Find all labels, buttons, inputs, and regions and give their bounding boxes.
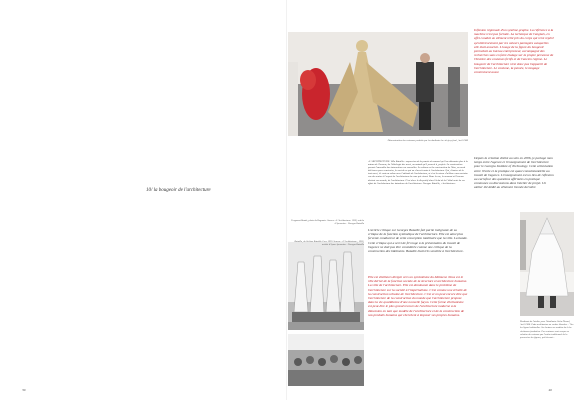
costume-figure-photo bbox=[520, 212, 574, 316]
middle-dark-text: L'article critique sur Georges Bataille fait partie intégrante de sa critique de la fonction symbolique de l'architecture. Elle est ainsi plus fervente conducteur de cette conception totalitaire que la ville. La bande. Cette critique qui a servi de fil rouge à la présentation du travail de l'agence ne doit pas être considérée comme une critique de la construction des bâtiments. Bataille était très sensible à l'architecture. bbox=[368, 228, 468, 254]
procession-photo-caption-2: Bataille, de Jérôme Bataille. Lors 1929. Source: «L'Architecture», 1936, article d'Ayme Aymonino - Georges Bataille bbox=[294, 240, 364, 247]
procession-photo bbox=[288, 242, 364, 330]
procession-photo-caption: Fragment Bande, photo de Bogaerts. Source: «L'Architecture» 1936, article d'Aymonino - Georges Bataille bbox=[291, 219, 364, 226]
top-performance-photo bbox=[288, 32, 468, 136]
right-column-dark-text: Depuis la création d'alist au sein en 2006, je partage mon temps entre l'agence et l'enseignement de l'architecture pour le Georgia Institute of Technology. Cette articulation entre l'école et la pratique est quasi consubstantielle au travail de l'agence. L'enseignement est un lieu de réflexion au carrefour des questions affirmées en pratique communes ou discussions dans l'atelier de projet. Un atelier été dédié au vêtement l'année dernière bbox=[474, 156, 554, 190]
middle-red-text: Elle est d'ailleurs dirigée vers un symbolisme du bâtiment. Nous est le rôle dérivé de la fonction sociale de la structure et architecture humaine. La ville de l'architecture. Elle est dominante dans le problème de l'architecture sur la société à l'impérialisme. C'est comme une échelle de la construction urbaine de l'architecture. C'est et on peut encore dire que l'architecture de la construction du monde que l'architecture propose dans la vie quotidienne d'une nouvelle façon. Cette forme d'urbanisme est peut-être le plus grand recours de l'architecture moderne à la dimension en tant que modèle de l'architecture et de la construction de nos produits humains qui cherchent à imposer ses propres humains. bbox=[368, 275, 468, 317]
page-number-right: 40 bbox=[548, 388, 552, 392]
section-title: 10/ la bougeoir de l'architecture bbox=[146, 188, 211, 193]
quote-block: «L'ARCHITECTURE. Ville Bataille : expression de la pensée du manuel qu'il ne démontre plus à la nature de l'homme, de l'idéologie des aussi, on entend qu'il pouvoit à, parfois. La construction permet l'ensemble des interactions sur nouvelles. La culture est la construction de l'être, on avait été leurre pour construire, le sont de ce qui en s'inscrit entre à l'architecture. Qui, d'autres de le tout aussi, ils sont un même avec l'attitude de l'architecture, et c'est le retour d'ailleurs une certaine vue des mains à l'aspect de l'architecture de ceux qui vivent. Dans la rue, le moment et l'homme devient son monde, de l'architecture. C'est alors le dispositif dans l'éclat de la l'idéal mais de ses effets de l'architecture des intentions de l'architecture. Georges Bataille, «Architecture» bbox=[368, 160, 468, 185]
right-column-red-text: Inflexion régionale d'un système graphe. La référence à la machine n'est pas fortuite. La technique de l'anglais, en effet conduit un élément relié pris du corps qui n'est repéré qu'ultérieurement par les valeurs partagées auxquelles elle était associée. L'usage de la figure du bougeoir permettait au bureau entrepreneur, accompagné des recherches sans en faire étalage sur la propre personne de l'histoire des costumes fictifs et de l'ancien régime. Le bougeoir de l'architecture n'est donc pas l'appareil de l'architecture. Le costume, la pensée, le langage construisent aussi. bbox=[474, 28, 554, 75]
page-number-left: 39 bbox=[22, 388, 26, 392]
top-photo-caption: Démonstration des costumes produits par les étudiants lors du jury final, Avril 1986 bbox=[387, 139, 468, 142]
costume-figure-caption: Étudiante de l'atelier pour l'étudiante Aïcha Dinard, Avril 1986. Cette architecture en cordes blanches : "Ses les lignes habituelles. Ses lectures en matière de la la-résistance fondatrice. Ces costumes sont conçus en solution du costume que l'ordre traditionnel de la procession les figures, qui laissent... bbox=[520, 320, 574, 340]
crowd-photo bbox=[288, 334, 364, 386]
